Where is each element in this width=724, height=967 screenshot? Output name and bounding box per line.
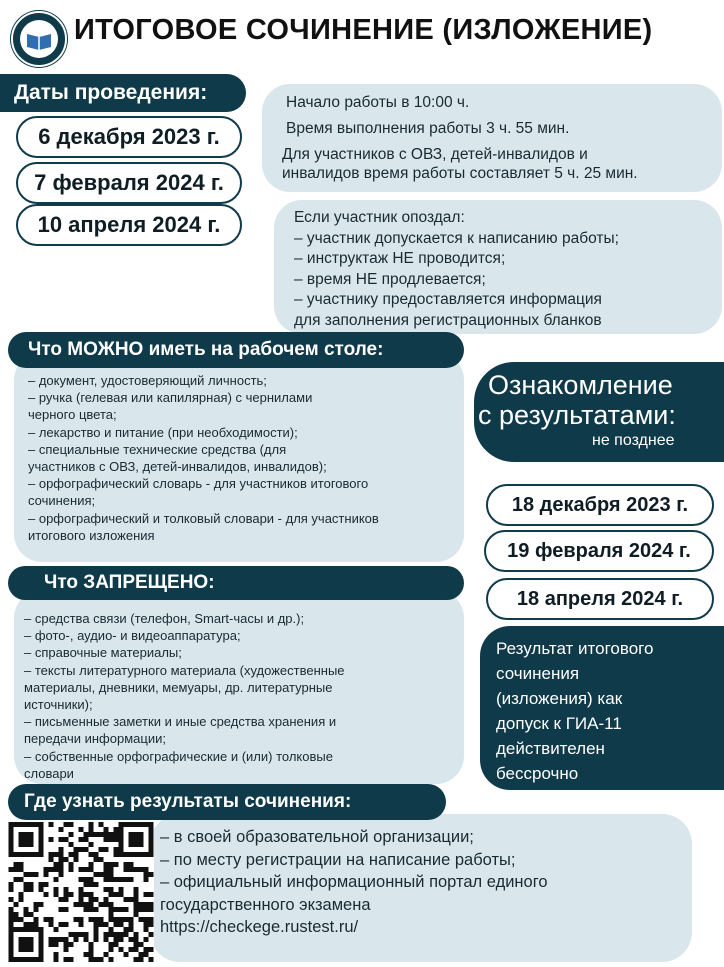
- forbidden-line-1: – средства связи (телефон, Smart-часы и др.);: [24, 611, 305, 626]
- exam-date-3: 10 апреля 2024 г.: [16, 204, 242, 246]
- where-line-1: – в своей образовательной организации;: [160, 828, 474, 846]
- allowed-line-1: – документ, удостоверяющий личность;: [28, 373, 267, 388]
- allowed-line-3: черного цвета;: [28, 407, 117, 423]
- allowed-line-4: – лекарство и питание (при необходимости);: [28, 424, 298, 440]
- results-heading-panel: [474, 362, 724, 462]
- duration-text: Время выполнения работы 3 ч. 55 мин.: [286, 120, 570, 137]
- forbidden-line-2: – фото-, аудио- и видеоаппаратура;: [24, 628, 241, 644]
- where-line-2: – по месту регистрации на написание работы;: [160, 850, 516, 869]
- validity-line-6: бессрочно: [496, 764, 579, 783]
- forbidden-line-9: – собственные орфографические и (или) толковые: [24, 748, 333, 764]
- late-arrival-list: [294, 208, 619, 331]
- forbidden-line-3: – справочные материалы;: [24, 645, 182, 661]
- where-panel: [150, 814, 692, 962]
- forbidden-line-5: материалы, дневники, мемуары, др. литературные: [24, 679, 333, 695]
- late-line-3: – инструктаж НЕ проводится;: [294, 250, 506, 267]
- late-line-2: – участник допускается к написанию работы;: [294, 229, 619, 247]
- late-line-5: – участнику предоставляется информация: [294, 291, 602, 308]
- start-time-text: Начало работы в 10:00 ч.: [286, 94, 470, 111]
- where-heading: Где узнать результаты сочинения:: [8, 784, 446, 820]
- page-title: ИТОГОВОЕ СОЧИНЕНИЕ (ИЗЛОЖЕНИЕ): [74, 14, 653, 46]
- forbidden-line-8: передачи информации;: [24, 731, 166, 747]
- validity-line-2: сочинения: [496, 664, 580, 683]
- allowed-items-panel: [14, 352, 464, 562]
- validity-panel: [480, 626, 724, 790]
- late-line-4: – время НЕ продлевается;: [294, 270, 486, 288]
- where-list: [160, 826, 548, 939]
- qr-code-icon[interactable]: [8, 822, 154, 962]
- late-line-1: Если участник опоздал:: [294, 209, 465, 226]
- late-arrival-panel: [274, 200, 722, 334]
- result-date-3: 18 апреля 2024 г.: [486, 578, 714, 620]
- forbidden-items-list: [24, 610, 345, 782]
- validity-line-1: Результат итогового: [496, 639, 654, 658]
- logo-emblem-icon: [10, 10, 68, 68]
- allowed-line-7: – орфографический словарь - для участников итогового: [28, 476, 369, 492]
- results-heading-1: Ознакомление: [488, 370, 673, 400]
- allowed-line-6: участников с ОВЗ, детей-инвалидов, инвалидов);: [28, 459, 327, 475]
- allowed-line-8: сочинения;: [28, 493, 96, 509]
- results-subheading: не позднее: [592, 432, 675, 449]
- forbidden-line-6: источники);: [24, 697, 93, 713]
- special-duration-text-2: инвалидов время работы составляет 5 ч. 25 мин.: [282, 165, 638, 182]
- portal-link[interactable]: https://checkege.rustest.ru/: [160, 918, 359, 936]
- allowed-line-2: – ручка (гелевая или капилярная) с чернилами: [28, 390, 313, 406]
- validity-line-3: (изложения) как: [496, 689, 623, 708]
- forbidden-line-10: словари: [24, 765, 74, 781]
- dates-heading: Даты проведения:: [0, 74, 246, 112]
- forbidden-line-7: – письменные заметки и иные средства хранения и: [24, 714, 337, 730]
- validity-line-5: действителен: [496, 739, 605, 758]
- timing-panel: [262, 84, 722, 192]
- allowed-items-list: [28, 372, 379, 544]
- allowed-line-9: – орфографический и толковый словари - для участников: [28, 510, 379, 526]
- exam-date-2: 7 февраля 2024 г.: [16, 162, 242, 204]
- allowed-line-5: – специальные технические средства (для: [28, 441, 287, 457]
- exam-date-1: 6 декабря 2023 г.: [16, 116, 242, 158]
- special-duration-text-1: Для участников с ОВЗ, детей-инвалидов и: [282, 146, 588, 163]
- allowed-heading: Что МОЖНО иметь на рабочем столе:: [8, 332, 464, 368]
- validity-line-4: допуск к ГИА-11: [496, 714, 622, 733]
- where-line-4: государственного экзамена: [160, 895, 371, 914]
- forbidden-heading: Что ЗАПРЕЩЕНО:: [8, 566, 464, 600]
- allowed-line-10: итогового изложения: [28, 527, 155, 543]
- result-date-2: 19 февраля 2024 г.: [484, 530, 714, 572]
- results-heading-2: с результатами:: [478, 400, 676, 430]
- where-line-3: – официальный информационный портал единого: [160, 873, 548, 891]
- late-line-6: для заполнения регистрационных бланков: [294, 311, 602, 329]
- result-date-1: 18 декабря 2023 г.: [486, 484, 714, 526]
- forbidden-line-4: – тексты литературного материала (художественные: [24, 662, 345, 678]
- validity-text: [496, 636, 653, 786]
- forbidden-items-panel: [14, 590, 464, 784]
